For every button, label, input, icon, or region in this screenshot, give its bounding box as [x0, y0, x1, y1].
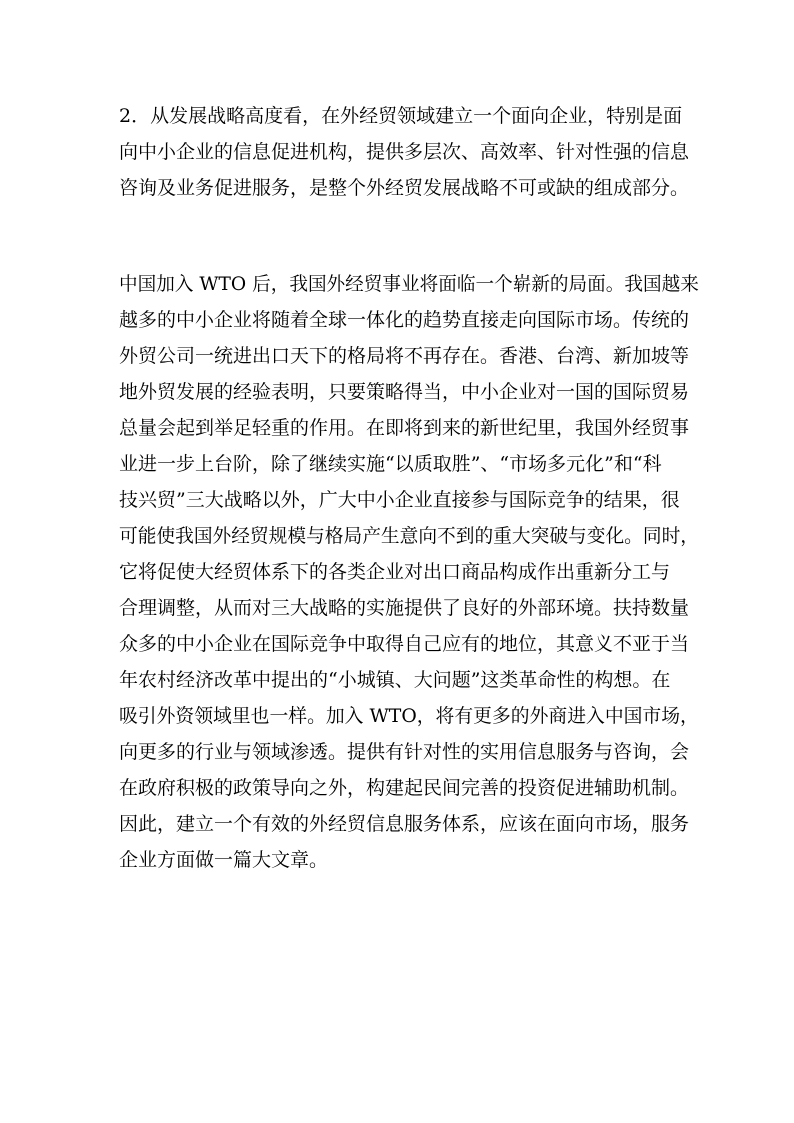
text-line: 地外贸发展的经验表明，只要策略得当，中小企业对一国的国际贸易 [119, 381, 690, 403]
text-line: 中国加入 WTO 后，我国外经贸事业将面临一个崭新的局面。我国越来 [119, 273, 699, 295]
text-line: 向中小企业的信息促进机构，提供多层次、高效率、针对性强的信息 [119, 141, 690, 163]
text-line: 众多的中小企业在国际竞争中取得自己应有的地位，其意义不亚于当 [119, 633, 690, 655]
text-line: 企业方面做一篇大文章。 [119, 849, 329, 871]
text-line: 它将促使大经贸体系下的各类企业对出口商品构成作出重新分工与 [119, 561, 671, 583]
paragraph-strategy [119, 98, 689, 206]
text-line: 吸引外资领域里也一样。加入 WTO，将有更多的外商进入中国市场， [119, 705, 699, 727]
text-line: 总量会起到举足轻重的作用。在即将到来的新世纪里，我国外经贸事 [119, 417, 690, 439]
text-line: 向更多的行业与领域渗透。提供有针对性的实用信息服务与咨询，会 [119, 741, 690, 763]
text-line: 越多的中小企业将随着全球一体化的趋势直接走向国际市场。传统的 [119, 309, 690, 331]
text-line: 可能使我国外经贸规模与格局产生意向不到的重大突破与变化。同时， [119, 525, 700, 547]
text-line: 在政府积极的政策导向之外，构建起民间完善的投资促进辅助机制。 [119, 777, 690, 799]
paragraph-wto [119, 266, 700, 878]
text-line: 技兴贸”三大战略以外，广大中小企业直接参与国际竞争的结果，很 [119, 489, 680, 511]
text-line: 合理调整，从而对三大战略的实施提供了良好的外部环境。扶持数量 [119, 597, 690, 619]
text-line: 年农村经济改革中提出的“小城镇、大问题”这类革命性的构想。在 [119, 669, 671, 691]
text-line: 业进一步上台阶，除了继续实施“以质取胜”、“市场多元化”和“科 [119, 453, 662, 475]
text-line: 因此，建立一个有效的外经贸信息服务体系，应该在面向市场，服务 [119, 813, 690, 835]
text-line: 咨询及业务促进服务，是整个外经贸发展战略不可或缺的组成部分。 [119, 177, 690, 199]
text-line: 2．从发展战略高度看，在外经贸领域建立一个面向企业，特别是面 [119, 105, 683, 127]
text-line: 外贸公司一统进出口天下的格局将不再存在。香港、台湾、新加坡等 [119, 345, 690, 367]
